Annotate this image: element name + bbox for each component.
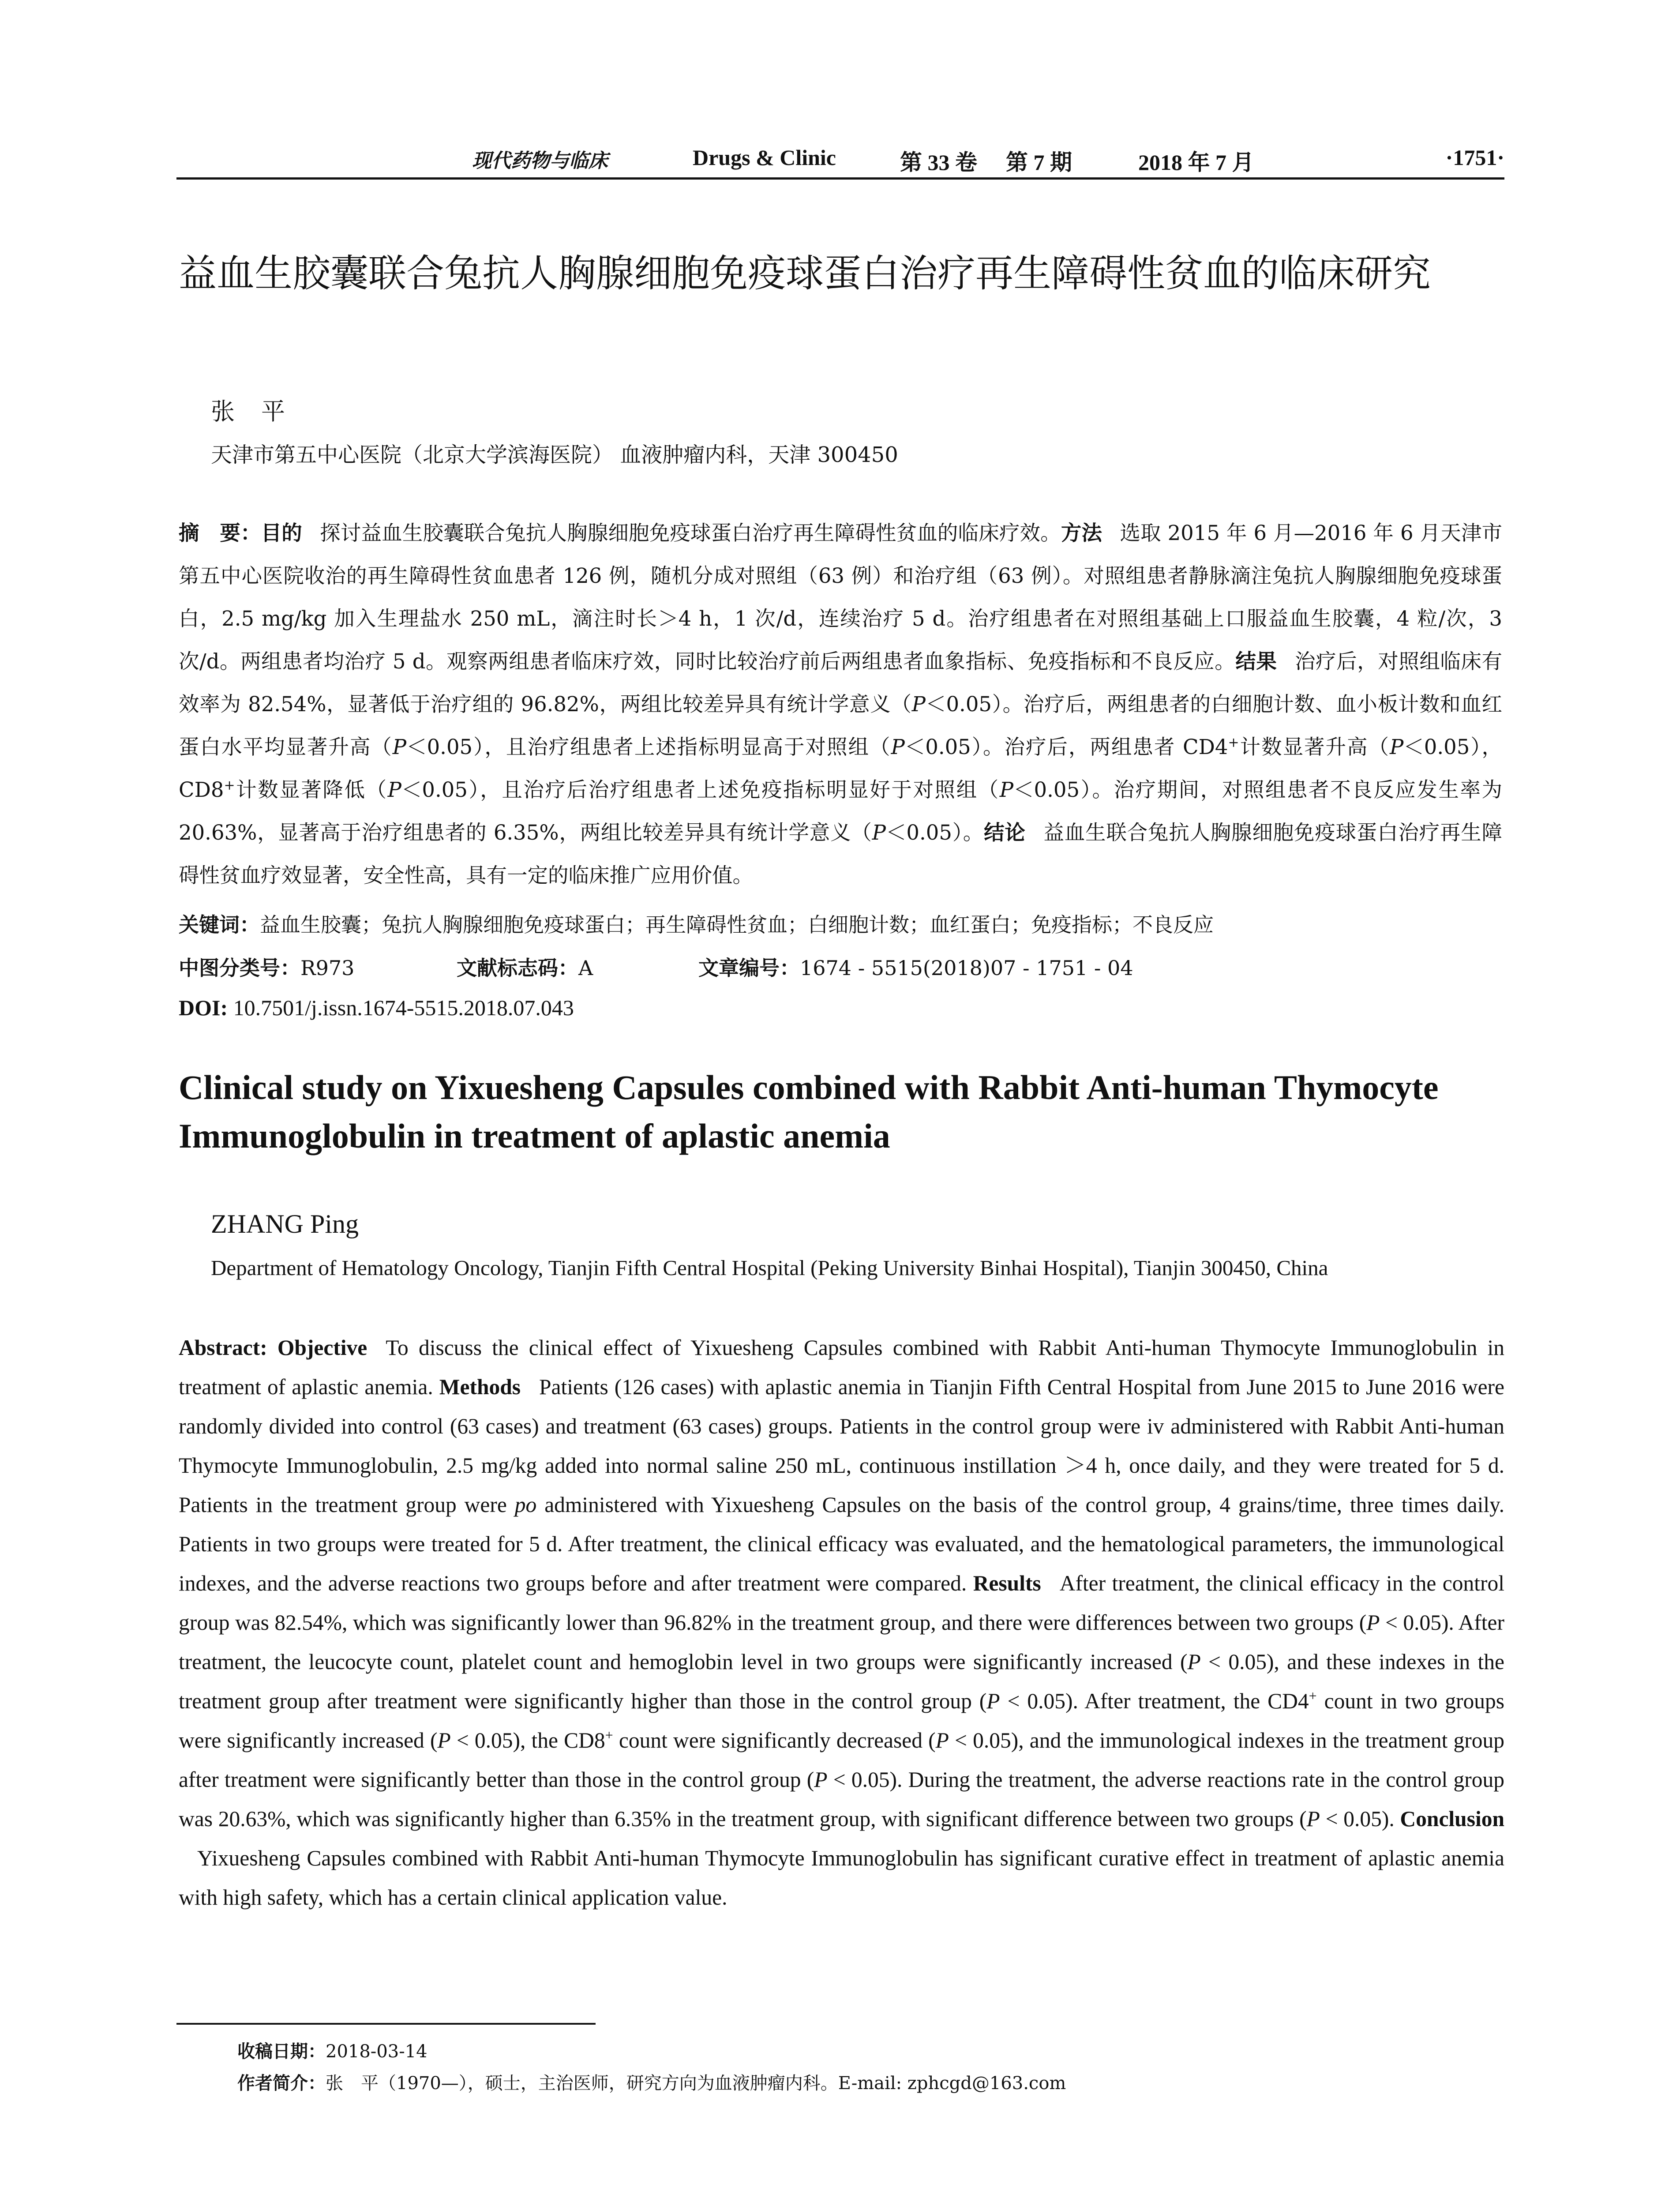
cn-objective-label: 目的 xyxy=(261,521,302,545)
keywords-line xyxy=(179,909,1214,938)
running-header xyxy=(176,141,1504,176)
chinese-abstract xyxy=(179,512,1502,897)
en-results-label: Results xyxy=(973,1571,1041,1595)
footnote-author-bio xyxy=(237,2069,1066,2094)
en-results-text: ). After treatment, the leucocyte count, platelet count and hemoglobin level in two groups were significantly increased ( xyxy=(179,1610,1504,1674)
en-conclusion-label: Conclusion xyxy=(1400,1807,1504,1831)
p-letter: P xyxy=(935,1728,949,1752)
p-value: < 0.05 xyxy=(1320,1807,1382,1831)
bio-text: 张 平（1970—），硕士，主治医师，研究方向为血液肿瘤内科。E-mail: zphcgd@163.com xyxy=(326,2073,1066,2093)
p-letter: P xyxy=(999,778,1014,802)
en-results-text: count were significantly decreased ( xyxy=(613,1728,936,1752)
header-journal-en: Drugs & Clinic xyxy=(693,145,836,170)
en-results-text: ). xyxy=(1381,1807,1395,1831)
article-number-value: 1674 - 5515(2018)07 - 1751 - 04 xyxy=(800,956,1133,980)
doi-label: DOI: xyxy=(179,995,228,1020)
english-author: ZHANG Ping xyxy=(211,1209,359,1238)
header-rule xyxy=(176,177,1504,180)
p-value: ＜0.05 xyxy=(904,735,971,759)
keywords-label: 关键词： xyxy=(179,913,260,937)
superscript-plus: + xyxy=(1228,735,1239,750)
p-letter: P xyxy=(891,735,905,759)
english-abstract xyxy=(179,1328,1504,1917)
p-value: < 0.05 xyxy=(949,1728,1011,1752)
chinese-affiliation: 天津市第五中心医院（北京大学滨海医院） 血液肿瘤内科，天津 300450 xyxy=(211,443,898,467)
po-abbrev: po xyxy=(514,1493,537,1517)
cn-results-text: ）。治疗期间，对照组患者不良反应发生率为 20.63%，显著高于治疗组患者的 6.35%，两组比较差异具有统计学意义（ xyxy=(179,778,1503,844)
en-methods-label: Methods xyxy=(439,1375,521,1399)
p-value: ＜0.05 xyxy=(1013,778,1080,802)
received-date: 2018-03-14 xyxy=(326,2041,428,2062)
cn-results-text: 计数显著升高（ xyxy=(1239,735,1390,759)
p-value: < 0.05 xyxy=(1000,1689,1065,1713)
header-journal-cn: 现代药物与临床 xyxy=(472,150,608,172)
english-title: Clinical study on Yixuesheng Capsules combined with Rabbit Anti-human Thymocyte Immunoglobulin in treatment of aplastic anemia xyxy=(179,1068,1439,1155)
article-number-label: 文章编号： xyxy=(698,956,800,980)
en-objective-label: Objective xyxy=(277,1336,368,1360)
p-value: < 0.05 xyxy=(1380,1610,1441,1635)
document-code-label: 文献标志码： xyxy=(457,956,578,980)
en-results-text: ). During the treatment, the adverse reactions rate in the control group was 20.63%, which was significantly higher than 6.35% in the treatment group, with significant difference between two groups ( xyxy=(179,1767,1504,1831)
doi-line xyxy=(179,995,574,1020)
p-value: ＜0.05 xyxy=(885,821,952,844)
cn-conclusion-text: 益血生联合兔抗人胸腺细胞免疫球蛋白治疗再生障碍性贫血疗效显著，安全性高，具有一定的临床推广应用价值。 xyxy=(179,821,1503,887)
cn-results-text: ），且治疗后治疗组患者上述免疫指标明显好于对照组（ xyxy=(467,778,1000,802)
document-code-value: A xyxy=(578,956,593,980)
keywords-text: 益血生胶囊；兔抗人胸腺细胞免疫球蛋白；再生障碍性贫血；白细胞计数；血红蛋白；免疫指标；不良反应 xyxy=(260,913,1214,937)
p-letter: P xyxy=(986,1689,1000,1713)
cn-methods-text: 选取 2015 年 6 月—2016 年 6 月天津市第五中心医院收治的再生障碍性贫血患者 126 例，随机分成对照组（63 例）和治疗组（63 例）。对照组患者静脉滴注兔抗人胸腺细胞免疫球蛋白，2.5 mg/kg 加入生理盐水 250 mL，滴注时长＞4 h，1 次/d，连续治疗 5 d。治疗组患者在对照组基础上口服益血生胶囊，4 粒/次，3 次/d。两组患者均治疗 5 d。观察两组患者临床疗效，同时比较治疗前后两组患者血象指标、免疫指标和不良反应。 xyxy=(179,521,1503,673)
cn-results-text: ），CD8 xyxy=(179,735,1503,802)
en-conclusion-text: Yixuesheng Capsules combined with Rabbit Anti-human Thymocyte Immunoglobulin has significant curative effect in treatment of aplastic anemia with high safety, which has a certain clinical application value. xyxy=(179,1846,1504,1910)
class-number-value: R973 xyxy=(300,956,355,980)
superscript-plus: + xyxy=(224,777,235,793)
p-letter: P xyxy=(872,821,886,844)
cn-objective-text: 探讨益血生胶囊联合兔抗人胸腺细胞免疫球蛋白治疗再生障碍性贫血的临床疗效。 xyxy=(319,521,1061,545)
cn-results-text: 计数显著降低（ xyxy=(235,778,388,802)
p-letter: P xyxy=(1306,1807,1320,1831)
cn-abstract-label: 摘 要： xyxy=(179,521,261,545)
en-methods-text: administered with Yixuesheng Capsules on the basis of the control group, 4 grains/time, three times daily. Patients in two groups were treated for 5 d. After treatment, the clinical efficacy was evaluated, and the hematological parameters, the immunological indexes, and the adverse reactions two groups before and after treatment were compared. xyxy=(179,1493,1505,1595)
en-results-text: ), the CD8 xyxy=(513,1728,605,1752)
en-results-text: ), and these indexes in the treatment group after treatment were significantly higher than those in the control group ( xyxy=(179,1650,1504,1713)
cn-results-text: ）。治疗后，两组患者 CD4 xyxy=(971,735,1228,759)
header-issue: 第 7 期 xyxy=(1006,150,1072,175)
footnote-rule xyxy=(176,2023,596,2025)
en-results-text: ). After treatment, the CD4 xyxy=(1065,1689,1309,1713)
p-value: ＜0.05 xyxy=(1403,735,1470,759)
p-letter: P xyxy=(1389,735,1404,759)
p-letter: P xyxy=(1366,1610,1380,1635)
cn-results-text: ）。 xyxy=(952,821,984,844)
bio-label: 作者简介： xyxy=(237,2073,326,2093)
p-value: < 0.05 xyxy=(827,1767,890,1792)
header-page-number: ·1751· xyxy=(1445,145,1504,170)
cn-results-text: 治疗后，对照组临床有效率为 82.54%，显著低于治疗组的 96.82%，两组比较差异具有统计学意义（ xyxy=(179,649,1503,716)
doi-value: 10.7501/j.issn.1674-5515.2018.07.043 xyxy=(233,995,574,1020)
p-letter: P xyxy=(814,1767,828,1792)
p-letter: P xyxy=(437,1728,451,1752)
en-objective-text: To discuss the clinical effect of Yixuesheng Capsules combined with Rabbit Anti-human Thymocyte Immunoglobulin in treatment of aplastic anemia. xyxy=(179,1336,1505,1399)
cn-conclusion-label: 结论 xyxy=(984,821,1026,844)
cn-results-label: 结果 xyxy=(1235,649,1277,673)
p-value: ＜0.05 xyxy=(406,735,473,759)
received-label: 收稿日期： xyxy=(237,2041,326,2062)
en-abstract-label: Abstract: xyxy=(179,1336,267,1360)
class-number-label: 中图分类号： xyxy=(179,956,300,980)
header-volume: 第 33 卷 xyxy=(900,150,977,175)
english-affiliation: Department of Hematology Oncology, Tianjin Fifth Central Hospital (Peking University Binhai Hospital), Tianjin 300450, China xyxy=(211,1256,1328,1280)
footnote-received xyxy=(237,2037,428,2063)
p-value: < 0.05 xyxy=(1200,1650,1267,1674)
p-letter: P xyxy=(911,692,926,716)
cn-methods-label: 方法 xyxy=(1061,521,1102,545)
cn-results-text: ）。治疗后，两组患者的白细胞计数、血小板计数和血红蛋白水平均显著升高（ xyxy=(179,692,1503,759)
p-value: ＜0.05 xyxy=(401,778,468,802)
p-letter: P xyxy=(1187,1650,1201,1674)
en-methods-text: Patients (126 cases) with aplastic anemia in Tianjin Fifth Central Hospital from June 2015 to June 2016 were randomly divided into control (63 cases) and treatment (63 cases) groups. Patients in the control group were iv administered with Rabbit Anti-human Thymocyte Immunoglobulin, 2.5 mg/kg added into normal saline 250 mL, continuous instillation ＞4 h, once daily, and they were treated for 5 d. Patients in the treatment group were xyxy=(179,1375,1504,1517)
p-letter: P xyxy=(392,735,407,759)
p-value: < 0.05 xyxy=(450,1728,513,1752)
cn-results-text: ），且治疗组患者上述指标明显高于对照组（ xyxy=(472,735,891,759)
chinese-title: 益血生胶囊联合兔抗人胸腺细胞免疫球蛋白治疗再生障碍性贫血的临床研究 xyxy=(179,251,1431,296)
chinese-author: 张平 xyxy=(211,398,311,425)
p-letter: P xyxy=(387,778,401,802)
en-results-text: After treatment, the clinical efficacy in the control group was 82.54%, which was significantly lower than 96.82% in the treatment group, and there were differences between two groups ( xyxy=(179,1571,1505,1635)
superscript-plus: + xyxy=(1309,1688,1317,1704)
superscript-plus: + xyxy=(605,1727,613,1743)
p-value: ＜0.05 xyxy=(925,692,992,716)
en-results-text: count in two groups were significantly increased ( xyxy=(179,1689,1504,1752)
header-date: 2018 年 7 月 xyxy=(1138,150,1254,175)
en-results-text: ), and the immunological indexes in the treatment group after treatment were significantly better than those in the control group ( xyxy=(179,1728,1504,1792)
